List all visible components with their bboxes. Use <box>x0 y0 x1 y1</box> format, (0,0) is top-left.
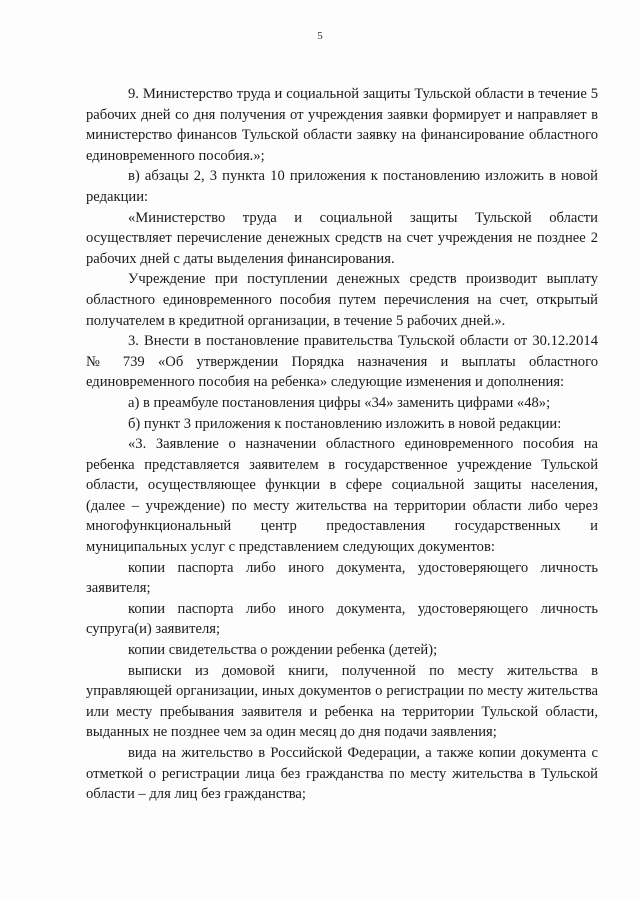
paragraph-ministry-transfer: «Министерство труда и социальной защиты Тульской области осуществляет перечисление денежных средств на счет учреждения не позднее 2 рабочих дней с даты выделения финансирования. <box>86 209 598 267</box>
paragraph-institution-payment: Учреждение при поступлении денежных средств производит выплату областного единовременного пособия путем перечисления на счет, открытый получателем в кредитной организации, в течение 5 рабочих дней.». <box>86 271 598 329</box>
paragraph-application-submission: «3. Заявление о назначении областного единовременного пособия на ребенка представляется заявителем в государственное учреждение Тульской области, осуществляющее функции в сфере социальной защиты населения, (далее – учреждение) по месту жительства на территории области либо через многофункциональный центр предоставления государственных и муниципальных услуг с представлением следующих документов: <box>86 436 598 556</box>
paragraph-item-v: в) абзацы 2, 3 пункта 10 приложения к постановлению изложить в новой редакции: <box>86 168 598 205</box>
list-item-residence-permit: вида на жительство в Российской Федерации, а также копии документа с отметкой о регистрации лица без гражданства по месту жительства в Тульской области – для лиц без гражданства; <box>86 745 598 803</box>
paragraph-item-b: б) пункт 3 приложения к постановлению изложить в новой редакции: <box>128 415 562 432</box>
list-item-house-register: выписки из домовой книги, полученной по месту жительства в управляющей организации, иных документов о регистрации по месту жительства или месту пребывания заявителя и ребенка на территории Тульской области, выданных не позднее чем за один месяц до дня подачи заявления; <box>86 662 598 741</box>
list-item-spouse-passport: копии паспорта либо иного документа, удостоверяющего личность супруга(и) заявителя; <box>86 600 598 638</box>
paragraph-section-3: 3. Внести в постановление правительства Тульской области от 30.12.2014 № 739 «Об утверждении Порядка назначения и выплаты областного единовременного пособия на ребенка» следующие изменения и дополнения: <box>86 333 598 391</box>
list-item-birth-certificate: копии свидетельства о рождении ребенка (детей); <box>128 642 438 659</box>
page-number: 5 <box>317 30 323 42</box>
list-item-applicant-passport: копии паспорта либо иного документа, удостоверяющего личность заявителя; <box>86 559 598 597</box>
document-body <box>86 84 598 805</box>
paragraph-ministry-application: 9. Министерство труда и социальной защиты Тульской области в течение 5 рабочих дней со дня получения от учреждения заявки формирует и направляет в министерство финансов Тульской области заявку на финансирование областного единовременного пособия.»; <box>86 86 598 164</box>
paragraph-item-a: а) в преамбуле постановления цифры «34» заменить цифрами «48»; <box>128 394 551 411</box>
